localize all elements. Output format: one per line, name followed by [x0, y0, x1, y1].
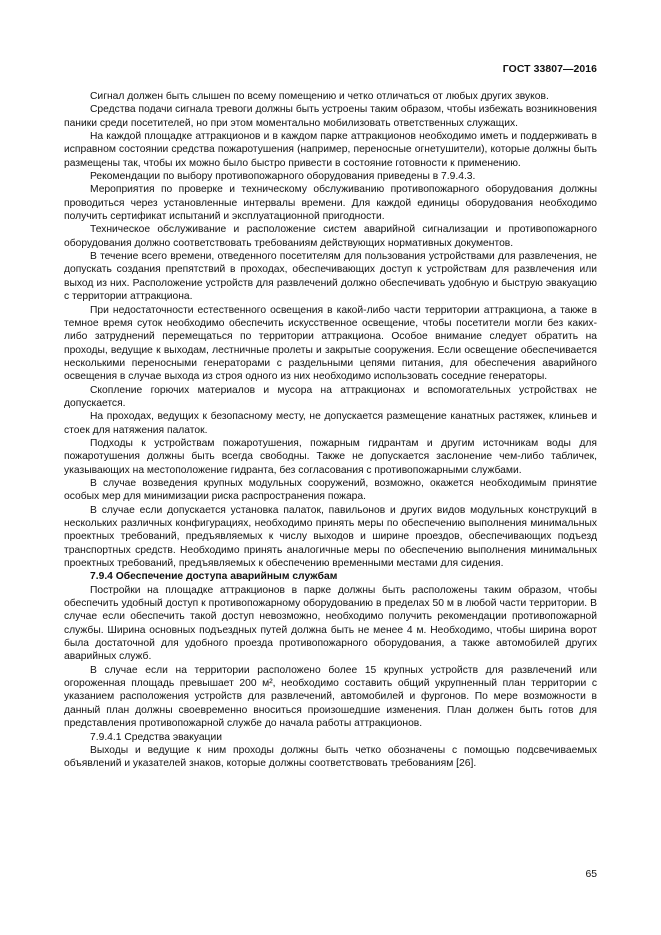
paragraph: Сигнал должен быть слышен по всему помещению и четко отличаться от любых других звуков. — [90, 91, 549, 102]
paragraph: В случае если допускается установка палаток, павильонов и других видов модульных конструкций в нескольких различных конфигурациях, необходимо принять меры по обеспечению выполнения минимальных проектных требований, предъявляемых к числу выходов и ширине проездов, обеспечивающих подъезд транспортных средств. Необходимо принять аналогичные меры по обеспечению выполнения минимальных проектных требований, предъявляемых к обеспечению временными местами для сидения. — [64, 504, 597, 570]
paragraph: Выходы и ведущие к ним проходы должны быть четко обозначены с помощью подсвечиваемых объявлений и указателей знаков, которые должны соответствовать требованиям [26]. — [64, 744, 597, 770]
paragraph: В случае если на территории расположено более 15 крупных устройств для развлечений или огороженная площадь превышает 200 м², необходимо составить общий укрупненный план территории с указанием расположения устройств для развлечений, автомобилей и фургонов. По мере возможности в данный план должны своевременно вноситься произошедшие изменения. План должен быть готов для представления противопожарной службе до начала работы аттракционов. — [64, 664, 597, 730]
paragraph: Техническое обслуживание и расположение систем аварийной сигнализации и противопожарного оборудования должно соответствовать требованиям действующих нормативных документов. — [64, 224, 597, 249]
paragraph: В течение всего времени, отведенного посетителям для пользования устройствами для развлечения, не допускать создания препятствий в проходах, обеспечивающих доступ к устройствам для развлечения или выход из них. Расположение устройств для развлечений должно обеспечивать удобную и быструю эвакуацию с территории аттракциона. — [64, 251, 597, 303]
page-number: 65 — [585, 869, 597, 880]
document-header-id: ГОСТ 33807—2016 — [502, 64, 597, 75]
section-heading-7-9-4: 7.9.4 Обеспечение доступа аварийным службам — [90, 571, 338, 583]
paragraph: Рекомендации по выбору противопожарного оборудования приведены в 7.9.4.3. — [90, 171, 476, 183]
paragraph: Средства подачи сигнала тревоги должны быть устроены таким образом, чтобы избежать возникновения паники среди посетителей, но при этом моментально мобилизовать ответственных служащих. — [64, 104, 597, 129]
paragraph: Скопление горючих материалов и мусора на аттракционах и вспомогательных устройствах не допускается. — [64, 384, 597, 409]
body-text — [64, 90, 597, 771]
paragraph: Постройки на площадке аттракционов в парке должны быть расположены таким образом, чтобы обеспечить удобный доступ к противопожарному оборудованию в пределах 50 м в любой части территории. В случае если обеспечить такой доступ невозможно, необходимо получить рекомендации противопожарной службы. Ширина основных подъездных путей должна быть не менее 4 м. Необходимо, чтобы ширина ворот была достаточной для удобного проезда противопожарного оборудования, а также автомобилей других аварийных служб. — [64, 584, 597, 663]
paragraph: Мероприятия по проверке и техническому обслуживанию противопожарного оборудования должны проводиться через установленные интервалы времени. Для каждой единицы оборудования необходимо получить сертификат испытаний и эксплуатационной пригодности. — [64, 184, 597, 223]
paragraph: Подходы к устройствам пожаротушения, пожарным гидрантам и другим источникам воды для пожаротушения должны быть всегда свободны. Также не допускается заслонение чем-либо табличек, указывающих на местоположение гидранта, без согласования с противопожарными службами. — [64, 437, 597, 476]
paragraph: При недостаточности естественного освещения в какой-либо части территории аттракциона, а также в темное время суток необходимо обеспечить искусственное освещение, чтобы посетители могли без каких-либо затруднений перемещаться по территории аттракциона. Особое внимание следует обратить на проходы, ведущие к выходам, лестничные пролеты и закрытые сооружения. Если освещение обеспечивается несколькими переносными генераторами с раздельными цепями питания, для обеспечения аварийного освещения в случае выхода из строя одного из них необходимо использовать соседние генераторы. — [64, 304, 597, 383]
paragraph: В случае возведения крупных модульных сооружений, возможно, окажется необходимым принятие особых мер для минимизации риска распространения пожара. — [64, 477, 597, 503]
paragraph: На каждой площадке аттракционов и в каждом парке аттракционов необходимо иметь и поддерживать в исправном состоянии средства пожаротушения (например, переносные огнетушители), которые должны быть размещены так, чтобы их можно было быстро привести в состояние готовности к применению. — [64, 131, 597, 169]
paragraph: На проходах, ведущих к безопасному месту, не допускается размещение канатных растяжек, клиньев и стоек для натяжения палаток. — [64, 411, 597, 436]
subsection-heading-7-9-4-1: 7.9.4.1 Средства эвакуации — [90, 731, 222, 743]
